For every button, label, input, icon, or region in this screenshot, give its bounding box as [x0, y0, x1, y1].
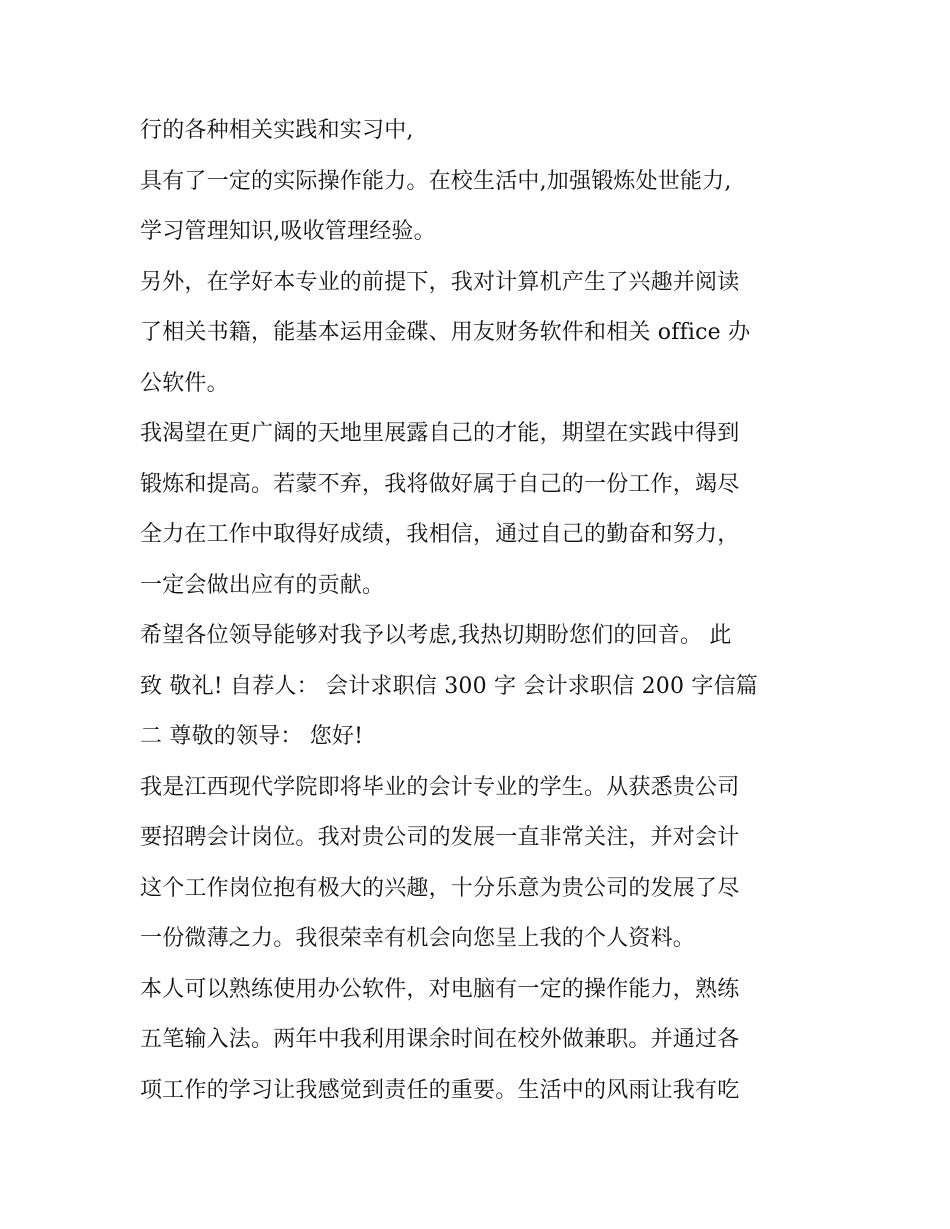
- text-line: 我是江西现代学院即将毕业的会计专业的学生。从获悉贵公司: [140, 774, 740, 800]
- text-line: 二 尊敬的领导： 您好!: [140, 724, 364, 749]
- text-line: 我渴望在更广阔的天地里展露自己的才能，期望在实践中得到: [140, 421, 740, 446]
- text-line: 了相关书籍，能基本运用金碟、用友财务软件和相关 office 办: [140, 320, 751, 345]
- text-line: 公软件。: [140, 370, 229, 396]
- text-line: 本人可以熟练使用办公软件，对电脑有一定的操作能力，熟练: [140, 976, 740, 1002]
- text-line: 这个工作岗位抱有极大的兴趣，十分乐意为贵公司的发展了尽: [140, 875, 740, 901]
- text-line: 一定会做出应有的贡献。: [140, 572, 385, 598]
- text-line: 具有了一定的实际操作能力。在校生活中,加强锻炼处世能力,: [140, 168, 732, 194]
- text-line: 行的各种相关实践和实习中,: [140, 118, 414, 143]
- text-line: 锻炼和提高。若蒙不弃，我将做好属于自己的一份工作，竭尽: [140, 471, 740, 497]
- text-line: 要招聘会计岗位。我对贵公司的发展一直非常关注，并对会计: [140, 825, 740, 850]
- text-line: 致 敬礼! 自荐人： 会计求职信 300 字 会计求职信 200 字信篇: [140, 673, 758, 699]
- text-line: 学习管理知识,吸收管理经验。: [140, 219, 436, 244]
- text-line: 五笔输入法。两年中我利用课余时间在校外做兼职。并通过各: [140, 1027, 740, 1052]
- document-body: [140, 106, 820, 1116]
- text-line: 一份微薄之力。我很荣幸有机会向您呈上我的个人资料。: [140, 926, 696, 951]
- text-line: 项工作的学习让我感觉到责任的重要。生活中的风雨让我有吃: [140, 1077, 740, 1103]
- text-line: 另外，在学好本专业的前提下，我对计算机产生了兴趣并阅读: [140, 269, 740, 295]
- text-line: 全力在工作中取得好成绩，我相信，通过自己的勤奋和努力，: [140, 522, 740, 547]
- text-line: 希望各位领导能够对我予以考虑,我热切期盼您们的回音。 此: [140, 623, 732, 648]
